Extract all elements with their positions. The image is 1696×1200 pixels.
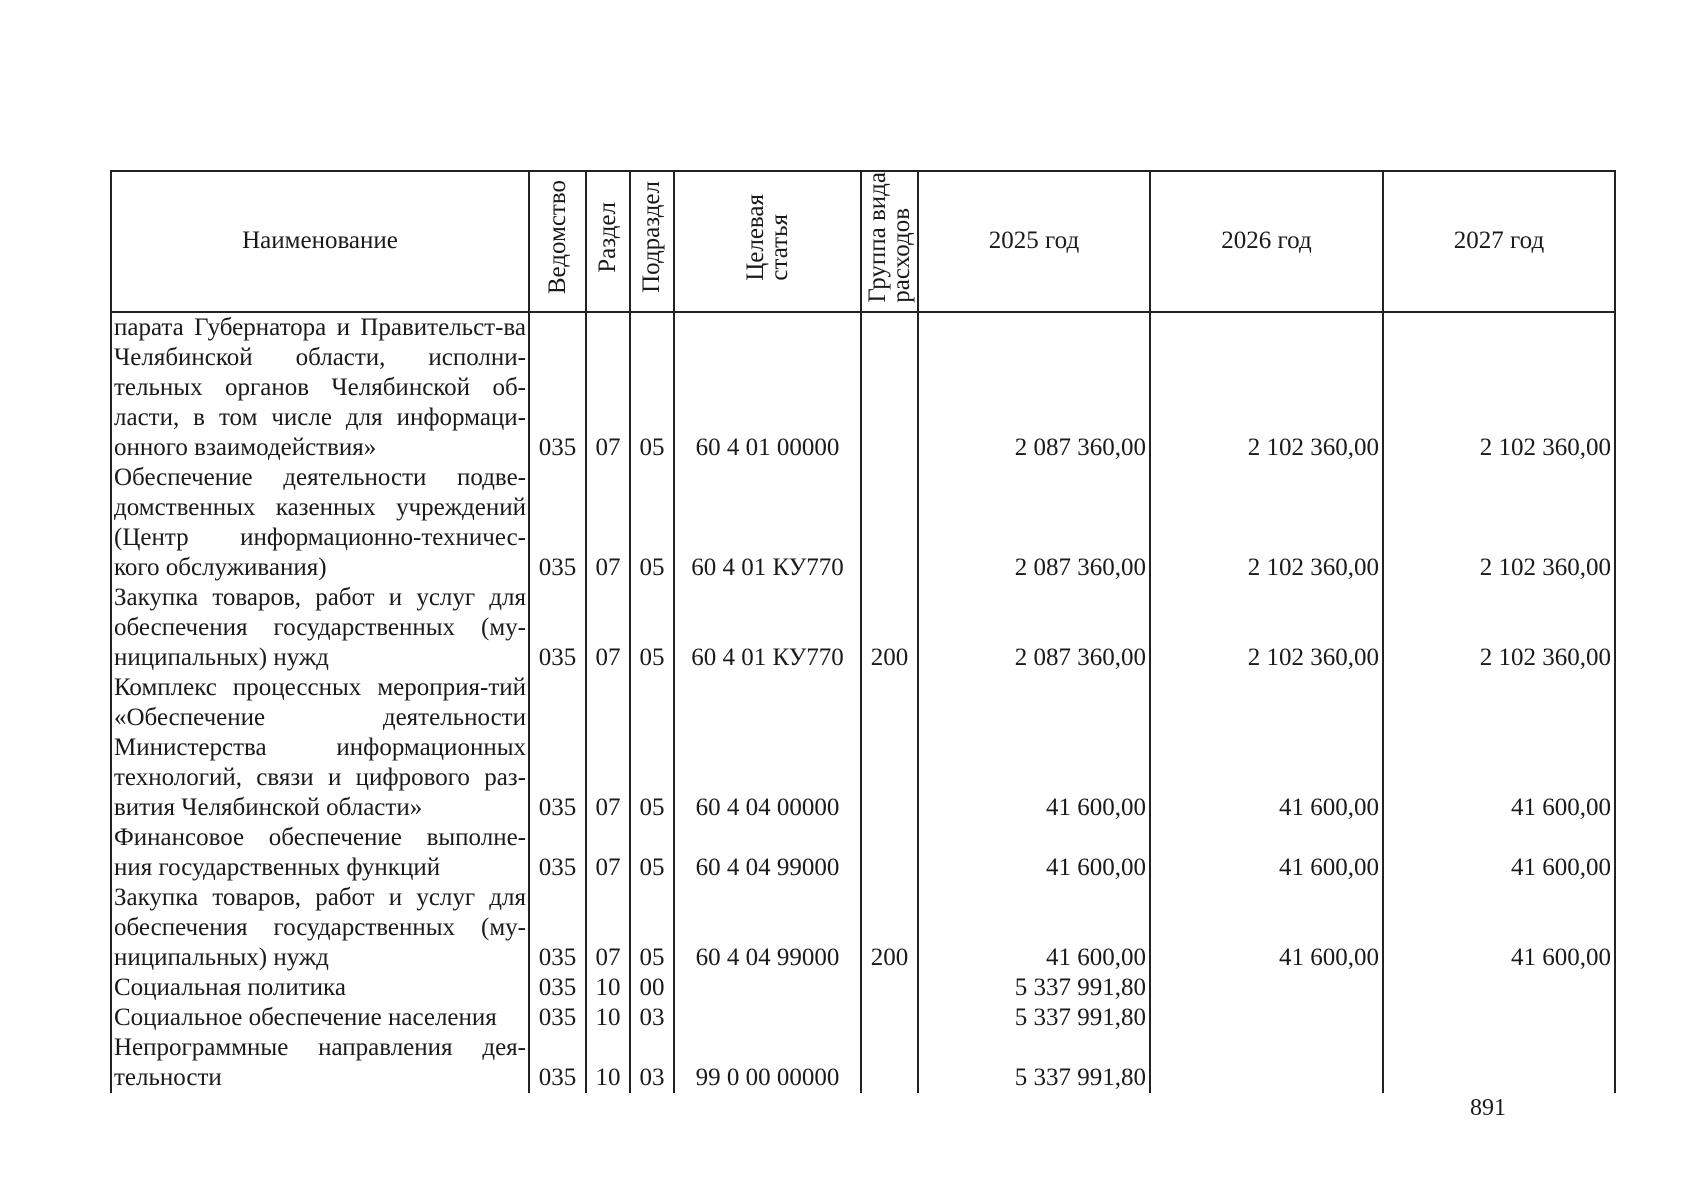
table-row	[111, 823, 1615, 883]
row-podrazdel: 03	[630, 1033, 674, 1093]
header-year-2027: 2027 год	[1383, 171, 1615, 312]
row-razdel: 07	[586, 823, 630, 883]
row-razdel: 10	[586, 973, 630, 1003]
row-gruppa	[861, 1033, 918, 1093]
header-podrazdel-label: Подраздел	[638, 181, 665, 294]
row-gruppa	[861, 673, 918, 823]
row-amount-2025: 2 087 360,00	[918, 463, 1150, 583]
row-gruppa	[861, 312, 918, 463]
row-name: Обеспечение деятельности подве-домственных казенных учреждений (Центр информационно-техничес-кого обслуживания)	[111, 463, 529, 583]
row-name: Социальное обеспечение населения	[111, 1003, 529, 1033]
header-gruppa-line1: Группа вида	[863, 172, 891, 303]
row-vedomstvo: 035	[529, 463, 586, 583]
row-amount-2025: 41 600,00	[918, 823, 1150, 883]
row-vedomstvo: 035	[529, 823, 586, 883]
row-podrazdel: 05	[630, 673, 674, 823]
row-amount-2025: 2 087 360,00	[918, 312, 1150, 463]
row-gruppa	[861, 1003, 918, 1033]
header-tselevaya-statya	[674, 171, 861, 312]
header-name: Наименование	[111, 171, 529, 312]
row-podrazdel: 05	[630, 883, 674, 973]
budget-table	[110, 170, 1616, 1093]
table-row	[111, 1033, 1615, 1093]
row-gruppa: 200	[861, 883, 918, 973]
row-name: Непрограммные направления дея-тельности	[111, 1033, 529, 1093]
row-gruppa	[861, 973, 918, 1003]
header-razdel-label: Раздел	[594, 201, 621, 273]
row-amount-2027	[1383, 1033, 1615, 1093]
header-razdel	[586, 171, 630, 312]
header-podrazdel	[630, 171, 674, 312]
row-amount-2025: 5 337 991,80	[918, 1003, 1150, 1033]
row-amount-2026	[1150, 973, 1383, 1003]
row-amount-2027: 2 102 360,00	[1383, 583, 1615, 673]
row-amount-2027: 41 600,00	[1383, 883, 1615, 973]
header-vedomstvo-label: Ведомство	[543, 180, 571, 295]
row-amount-2025: 5 337 991,80	[918, 973, 1150, 1003]
row-amount-2026: 2 102 360,00	[1150, 583, 1383, 673]
row-podrazdel: 05	[630, 823, 674, 883]
row-amount-2026: 41 600,00	[1150, 673, 1383, 823]
row-amount-2026	[1150, 1003, 1383, 1033]
row-razdel: 07	[586, 673, 630, 823]
row-amount-2027	[1383, 1003, 1615, 1033]
table-row	[111, 463, 1615, 583]
row-amount-2027: 41 600,00	[1383, 823, 1615, 883]
row-vedomstvo: 035	[529, 973, 586, 1003]
table-row	[111, 673, 1615, 823]
row-podrazdel: 05	[630, 312, 674, 463]
row-vedomstvo: 035	[529, 1003, 586, 1033]
header-tselevaya-line2: статья	[765, 214, 793, 281]
row-amount-2027: 41 600,00	[1383, 673, 1615, 823]
row-vedomstvo: 035	[529, 673, 586, 823]
row-razdel: 07	[586, 312, 630, 463]
row-amount-2026: 2 102 360,00	[1150, 312, 1383, 463]
header-tselevaya-line1: Целевая	[741, 193, 769, 281]
row-gruppa	[861, 463, 918, 583]
table-row	[111, 883, 1615, 973]
header-vedomstvo	[529, 171, 586, 312]
row-amount-2026: 41 600,00	[1150, 823, 1383, 883]
row-razdel: 07	[586, 583, 630, 673]
table-row	[111, 312, 1615, 463]
table-header	[111, 171, 1615, 312]
row-name: парата Губернатора и Правительст-ва Челябинской области, исполни-тельных органов Челябинской об-ласти, в том числе для информаци-онного взаимодействия»	[111, 312, 529, 463]
row-razdel: 10	[586, 1003, 630, 1033]
row-tselevaya-statya: 60 4 01 00000	[674, 312, 861, 463]
row-tselevaya-statya: 60 4 04 99000	[674, 823, 861, 883]
row-amount-2025: 5 337 991,80	[918, 1033, 1150, 1093]
row-podrazdel: 03	[630, 1003, 674, 1033]
row-vedomstvo: 035	[529, 583, 586, 673]
row-name: Финансовое обеспечение выполне-ния государственных функций	[111, 823, 529, 883]
row-vedomstvo: 035	[529, 1033, 586, 1093]
row-tselevaya-statya: 60 4 01 КУ770	[674, 463, 861, 583]
row-amount-2025: 41 600,00	[918, 883, 1150, 973]
table-body	[111, 312, 1615, 1093]
header-gruppa-line2: расходов	[887, 207, 915, 303]
row-gruppa	[861, 823, 918, 883]
row-amount-2026: 2 102 360,00	[1150, 463, 1383, 583]
row-amount-2025: 41 600,00	[918, 673, 1150, 823]
row-amount-2026	[1150, 1033, 1383, 1093]
table-row	[111, 973, 1615, 1003]
row-name: Комплекс процессных мероприя-тий «Обеспечение деятельности Министерства информационных технологий, связи и цифрового раз-вития Челябинской области»	[111, 673, 529, 823]
row-razdel: 10	[586, 1033, 630, 1093]
row-razdel: 07	[586, 883, 630, 973]
row-tselevaya-statya	[674, 973, 861, 1003]
row-amount-2025: 2 087 360,00	[918, 583, 1150, 673]
row-tselevaya-statya: 60 4 04 99000	[674, 883, 861, 973]
row-amount-2026: 41 600,00	[1150, 883, 1383, 973]
row-name: Социальная политика	[111, 973, 529, 1003]
row-amount-2027: 2 102 360,00	[1383, 312, 1615, 463]
row-tselevaya-statya: 60 4 04 00000	[674, 673, 861, 823]
header-gruppa	[861, 171, 918, 312]
row-gruppa: 200	[861, 583, 918, 673]
row-name: Закупка товаров, работ и услуг для обеспечения государственных (му-ниципальных) нужд	[111, 583, 529, 673]
row-podrazdel: 05	[630, 583, 674, 673]
table-row	[111, 583, 1615, 673]
row-amount-2027	[1383, 973, 1615, 1003]
row-vedomstvo: 035	[529, 312, 586, 463]
header-year-2026: 2026 год	[1150, 171, 1383, 312]
row-razdel: 07	[586, 463, 630, 583]
row-tselevaya-statya	[674, 1003, 861, 1033]
row-podrazdel: 05	[630, 463, 674, 583]
page-number: 891	[1470, 1095, 1506, 1121]
row-tselevaya-statya: 99 0 00 00000	[674, 1033, 861, 1093]
row-amount-2027: 2 102 360,00	[1383, 463, 1615, 583]
row-tselevaya-statya: 60 4 01 КУ770	[674, 583, 861, 673]
header-year-2025: 2025 год	[918, 171, 1150, 312]
row-vedomstvo: 035	[529, 883, 586, 973]
row-podrazdel: 00	[630, 973, 674, 1003]
row-name: Закупка товаров, работ и услуг для обеспечения государственных (му-ниципальных) нужд	[111, 883, 529, 973]
table-row	[111, 1003, 1615, 1033]
